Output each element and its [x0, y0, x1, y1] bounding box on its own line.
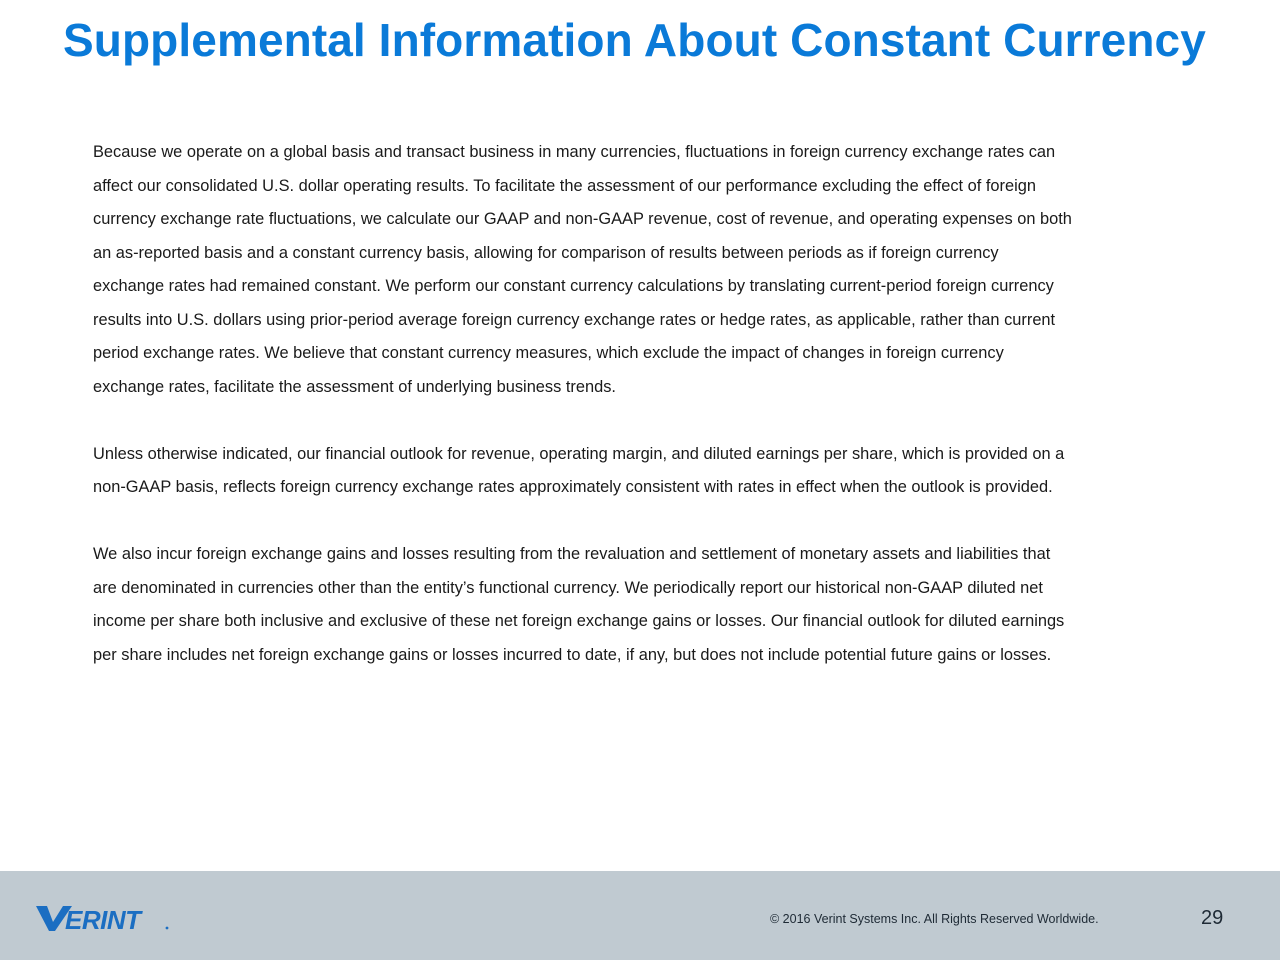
text-line: are denominated in currencies other than the entity’s functional currency. We periodically report our historical non-GAAP diluted net — [93, 578, 1043, 597]
page-number: 29 — [1201, 907, 1224, 929]
logo-registered-dot — [166, 927, 169, 930]
paragraph-constant-currency — [93, 136, 1233, 404]
slide-title: Supplemental Information About Constant Currency — [63, 14, 1206, 66]
text-line: Because we operate on a global basis and transact business in many currencies, fluctuations in foreign currency exchange rates can — [93, 143, 1056, 161]
text-line: We also incur foreign exchange gains and losses resulting from the revaluation and settlement of monetary assets and liabilities that — [93, 545, 1051, 563]
text-line: period exchange rates. We believe that constant currency measures, which exclude the impact of changes in foreign currency — [93, 344, 1004, 362]
footer-bar — [0, 871, 1280, 960]
text-line: results into U.S. dollars using prior-period average foreign currency exchange rates or hedge rates, as applicable, rather than current — [93, 310, 1056, 329]
paragraph-fx-gains-losses — [93, 538, 1233, 672]
text-line: currency exchange rate fluctuations, we calculate our GAAP and non-GAAP revenue, cost of revenue, and operating expenses on both — [93, 210, 1072, 228]
text-line: exchange rates, facilitate the assessment of underlying business trends. — [93, 377, 616, 396]
text-line: Unless otherwise indicated, our financial outlook for revenue, operating margin, and diluted earnings per share, which is provided on a — [93, 444, 1065, 463]
copyright-notice: © 2016 Verint Systems Inc. All Rights Reserved Worldwide. — [770, 912, 1099, 926]
body-text — [93, 136, 1233, 672]
verint-logo-mark — [36, 902, 170, 932]
text-line: non-GAAP basis, reflects foreign currency exchange rates approximately consistent with rates in effect when the outlook is provided. — [93, 478, 1053, 496]
text-line: affect our consolidated U.S. dollar operating results. To facilitate the assessment of our performance excluding the effect of foreign — [93, 176, 1036, 195]
text-line: an as-reported basis and a constant currency basis, allowing for comparison of results between periods as if foreign currency — [93, 243, 999, 262]
verint-logo — [36, 902, 170, 932]
logo-wordmark: ERINT — [65, 905, 141, 932]
text-line: income per share both inclusive and exclusive of these net foreign exchange gains or losses. Our financial outlook for diluted earnings — [93, 612, 1065, 630]
paragraph-financial-outlook — [93, 438, 1233, 505]
text-line: exchange rates had remained constant. We perform our constant currency calculations by translating current-period foreign currency — [93, 277, 1054, 295]
text-line: per share includes net foreign exchange gains or losses incurred to date, if any, but does not include potential future gains or losses. — [93, 645, 1052, 664]
